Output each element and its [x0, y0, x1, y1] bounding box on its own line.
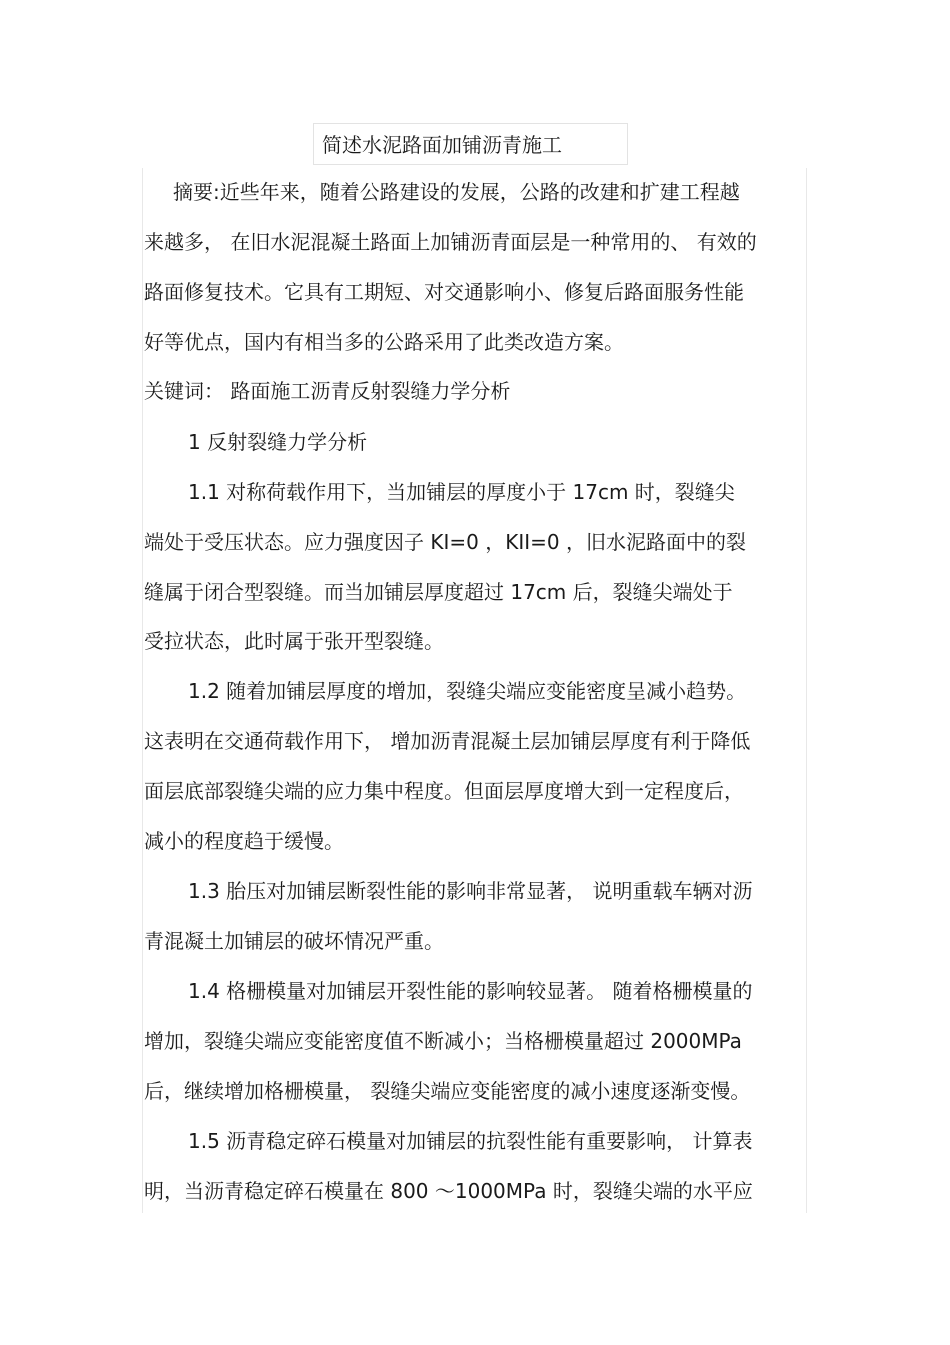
- para-1-1-line-4: 受拉状态，此时属于张开型裂缝。: [144, 629, 444, 653]
- abstract-line-2: 来越多， 在旧水泥混凝土路面上加铺沥青面层是一种常用的、 有效的: [144, 230, 757, 254]
- para-1-3-line-2: 青混凝土加铺层的破坏情况严重。: [144, 929, 444, 953]
- abstract-line-1: 摘要:近些年来，随着公路建设的发展，公路的改建和扩建工程越: [173, 180, 740, 204]
- para-1-2-line-1: 1.2 随着加铺层厚度的增加，裂缝尖端应变能密度呈减小趋势。: [188, 679, 747, 703]
- abstract-line-3: 路面修复技术。它具有工期短、对交通影响小、修复后路面服务性能: [144, 280, 744, 304]
- document-title: 简述水泥路面加铺沥青施工: [322, 133, 562, 157]
- para-1-5-line-1: 1.5 沥青稳定碎石模量对加铺层的抗裂性能有重要影响， 计算表: [188, 1129, 753, 1153]
- para-1-4-line-1: 1.4 格栅模量对加铺层开裂性能的影响较显著。 随着格栅模量的: [188, 979, 753, 1003]
- abstract-line-4: 好等优点，国内有相当多的公路采用了此类改造方案。: [144, 330, 624, 354]
- para-1-2-line-2: 这表明在交通荷载作用下， 增加沥青混凝土层加铺层厚度有利于降低: [144, 729, 751, 753]
- keywords-line: 关键词： 路面施工沥青反射裂缝力学分析: [144, 379, 511, 403]
- para-1-2-line-4: 减小的程度趋于缓慢。: [144, 829, 344, 853]
- para-1-1-line-2: 端处于受压状态。应力强度因子 KI=0 ，KII=0 ，旧水泥路面中的裂: [144, 530, 746, 554]
- para-1-1-line-3: 缝属于闭合型裂缝。而当加铺层厚度超过 17cm 后，裂缝尖端处于: [144, 580, 733, 604]
- para-1-2-line-3: 面层底部裂缝尖端的应力集中程度。但面层厚度增大到一定程度后，: [144, 779, 744, 803]
- para-1-4-line-3: 后，继续增加格栅模量， 裂缝尖端应变能密度的减小速度逐渐变慢。: [144, 1079, 751, 1103]
- para-1-3-line-1: 1.3 胎压对加铺层断裂性能的影响非常显著， 说明重载车辆对沥: [188, 879, 753, 903]
- para-1-1-line-1: 1.1 对称荷载作用下，当加铺层的厚度小于 17cm 时，裂缝尖: [188, 480, 735, 504]
- para-1-5-line-2: 明，当沥青稳定碎石模量在 800 ～1000MPa 时，裂缝尖端的水平应: [144, 1179, 753, 1203]
- para-1-4-line-2: 增加，裂缝尖端应变能密度值不断减小；当格栅模量超过 2000MPa: [144, 1029, 742, 1053]
- section-heading-1: 1 反射裂缝力学分析: [188, 430, 368, 454]
